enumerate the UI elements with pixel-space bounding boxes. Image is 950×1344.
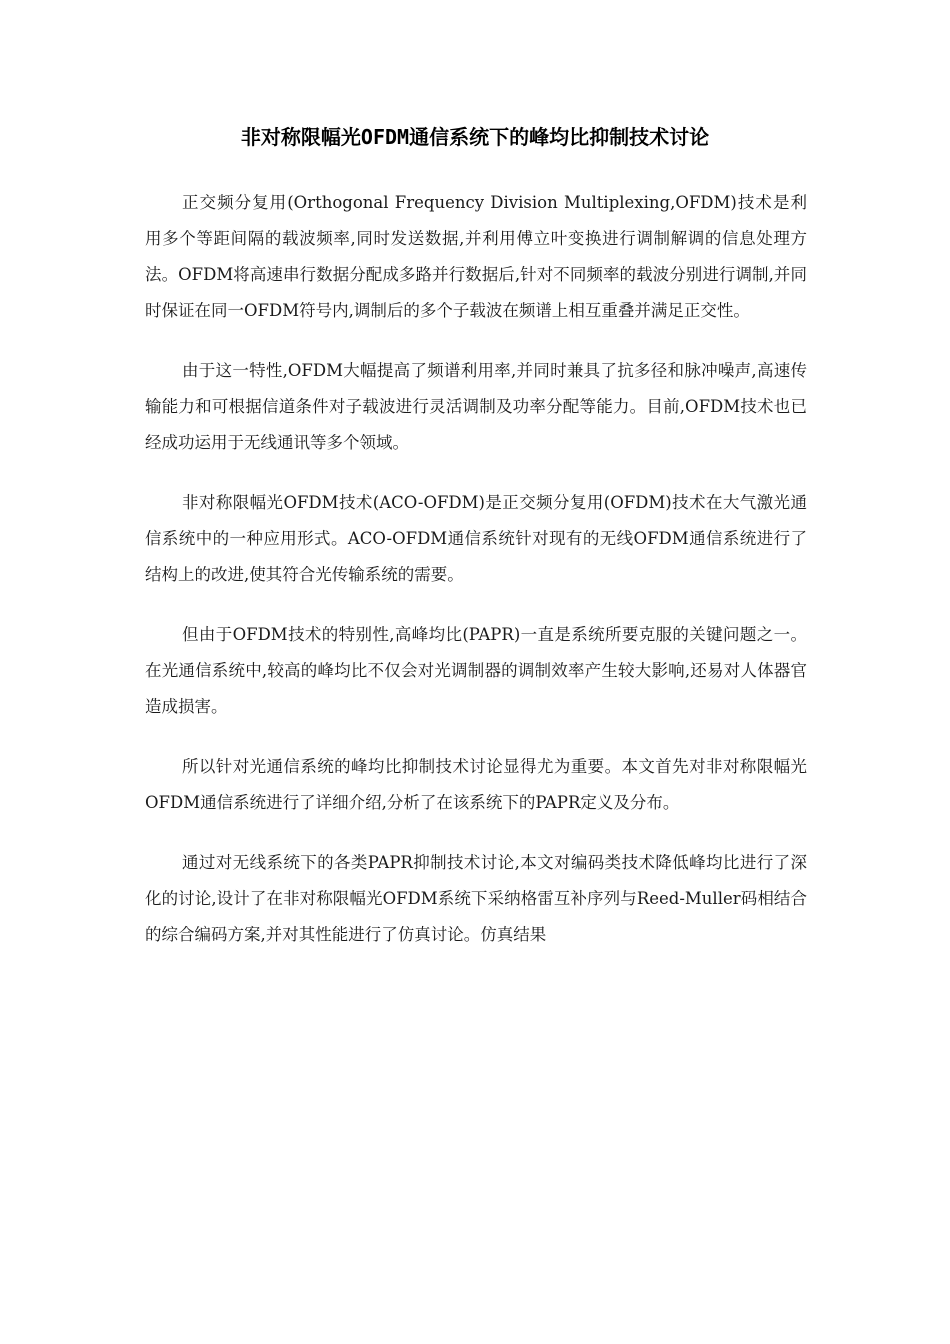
document-title: 非对称限幅光OFDM通信系统下的峰均比抑制技术讨论	[240, 125, 710, 149]
paragraph-1: 正交频分复用(Orthogonal Frequency Division Multiplexing,OFDM)技术是利用多个等距间隔的载波频率,同时发送数据,并利用傅立叶变换进行调制解调的信息处理方法。OFDM将高速串行数据分配成多路并行数据后,针对不同频率的载波分别进行调制,并同时保证在同一OFDM符号内,调制后的多个子载波在频谱上相互重叠并满足正交性。	[145, 193, 807, 320]
paragraph-5: 所以针对光通信系统的峰均比抑制技术讨论显得尤为重要。本文首先对非对称限幅光OFDM通信系统进行了详细介绍,分析了在该系统下的PAPR定义及分布。	[145, 757, 807, 812]
document-body	[145, 185, 807, 977]
paragraph-6: 通过对无线系统下的各类PAPR抑制技术讨论,本文对编码类技术降低峰均比进行了深化的讨论,设计了在非对称限幅光OFDM系统下采纳格雷互补序列与Reed-Muller码相结合的综合编码方案,并对其性能进行了仿真讨论。仿真结果	[145, 853, 807, 944]
paragraph-4: 但由于OFDM技术的特别性,高峰均比(PAPR)一直是系统所要克服的关键问题之一。在光通信系统中,较高的峰均比不仅会对光调制器的调制效率产生较大影响,还易对人体器官造成损害。	[145, 625, 807, 716]
paragraph-3: 非对称限幅光OFDM技术(ACO-OFDM)是正交频分复用(OFDM)技术在大气激光通信系统中的一种应用形式。ACO-OFDM通信系统针对现有的无线OFDM通信系统进行了结构上的改进,使其符合光传输系统的需要。	[145, 493, 807, 584]
paragraph-2: 由于这一特性,OFDM大幅提高了频谱利用率,并同时兼具了抗多径和脉冲噪声,高速传输能力和可根据信道条件对子载波进行灵活调制及功率分配等能力。目前,OFDM技术也已经成功运用于无线通讯等多个领域。	[145, 361, 807, 452]
